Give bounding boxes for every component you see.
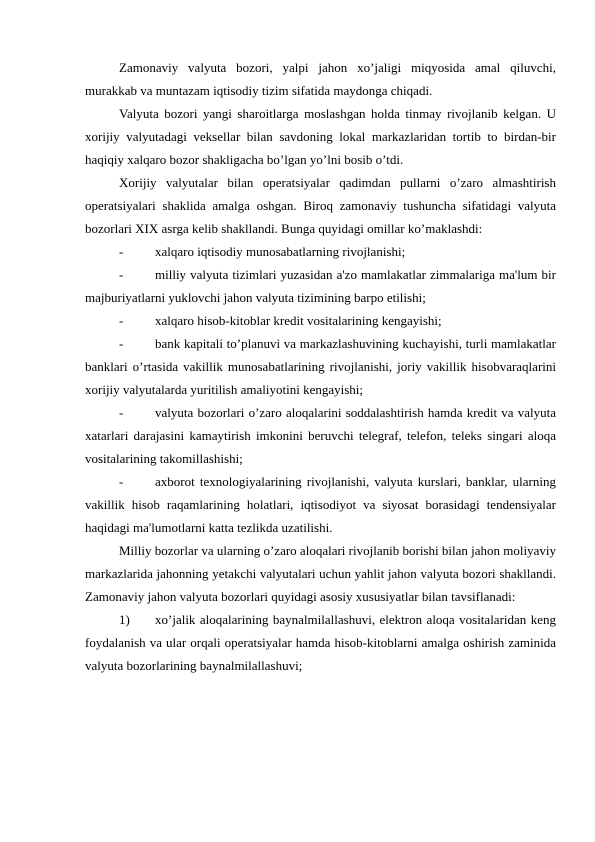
paragraph-development: Valyuta bozori yangi sharoitlarga moslashgan holda tinmay rivojlanib kelgan. U xorijiy valyutadagi veksellar bilan savdoning lokal markazlaridan tortib to birdan-bir haqiqiy xalqaro bozor shakligacha bo’lgan yo’lni bosib o’tdi. (85, 106, 556, 167)
paragraph-world-market: Milliy bozorlar va ularning o’zaro aloqalari rivojlanib borishi bilan jahon moliyaviy markazlarida jahonning yetakchi valyutalari uchun yahlit jahon valyuta bozori shakllandi. Zamonaviy jahon valyuta bozorlari quyidagi asosiy xususiyatlar bilan tavsiflanadi: (85, 543, 556, 604)
list-marker: - (119, 313, 124, 328)
list-item-text: axborot texnologiyalarining rivojlanishi, valyuta kurslari, banklar, ularning vakillik hisob raqamlarining holatlari, iqtisodiyot va siyosat borasidagi tendensiyalar haqidagi ma'lumotlarni katta tezlikda uzatilishi. (85, 474, 556, 535)
list-item (85, 470, 556, 539)
list-item-text: xo’jalik aloqalarining baynalmilallashuvi, elektron aloqa vositalaridan keng foydalanish va ular orqali operatsiyalar hamda hisob-kitoblarni amalga oshirish zaminida valyuta bozorlarining baynalmilallashuvi; (85, 612, 556, 673)
list-item-text: bank kapitali to’planuvi va markazlashuvining kuchayishi, turli mamlakatlar banklari o’rtasida vakillik munosabatlarining rivojlanishi, joriy vakillik hisobvaraqlarini xorijiy valyutalarda yuritilish amaliyotini kengayishi; (85, 336, 556, 397)
list-item (85, 240, 556, 263)
list-marker: - (119, 267, 124, 282)
list-marker: 1) (119, 612, 130, 627)
list-item-text: xalqaro hisob-kitoblar kredit vositalarining kengayishi; (155, 313, 442, 328)
list-item-text: valyuta bozorlari o’zaro aloqalarini soddalashtirish hamda kredit va valyuta xatarlari darajasini kamaytirish imkonini beruvchi telegraf, telefon, teleks singari aloqa vositalarining takomillashishi; (85, 405, 556, 466)
list-item-text: xalqaro iqtisodiy munosabatlarning rivojlanishi; (155, 244, 406, 259)
document-page (85, 56, 556, 677)
list-item-text: milliy valyuta tizimlari yuzasidan a'zo mamlakatlar zimmalariga ma'lum bir majburiyatlarni yuklovchi jahon valyuta tizimining barpo etilishi; (85, 267, 556, 305)
list-marker: - (119, 336, 124, 351)
list-item (85, 332, 556, 401)
list-marker: - (119, 474, 124, 489)
list-item (85, 309, 556, 332)
paragraph-history: Xorijiy valyutalar bilan operatsiyalar qadimdan pullarni o’zaro almashtirish operatsiyalari shaklida amalga oshgan. Biroq zamonaviy tushuncha sifatidagi valyuta bozorlari XIX asrga kelib shakllandi. Bunga quyidagi omillar ko’maklashdi: (85, 175, 556, 236)
paragraph-intro: Zamonaviy valyuta bozori, yalpi jahon xo’jaligi miqyosida amal qiluvchi, murakkab va muntazam iqtisodiy tizim sifatida maydonga chiqadi. (85, 60, 556, 98)
list-item (85, 263, 556, 309)
factors-list (85, 240, 556, 539)
list-marker: - (119, 244, 124, 259)
list-marker: - (119, 405, 124, 420)
list-item (85, 608, 556, 677)
list-item (85, 401, 556, 470)
features-list (85, 608, 556, 677)
